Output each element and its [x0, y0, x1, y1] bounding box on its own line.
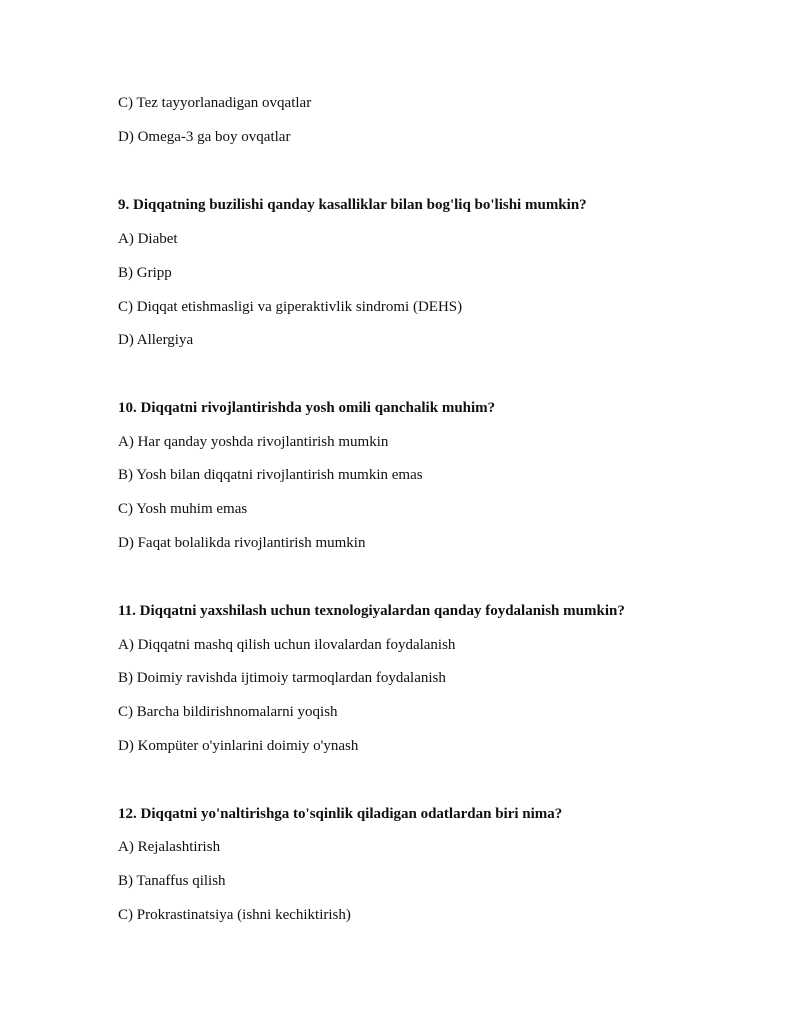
- question-12-option-c: C) Prokrastinatsiya (ishni kechiktirish): [118, 907, 351, 923]
- question-9-option-c: C) Diqqat etishmasligi va giperaktivlik sindromi (DEHS): [118, 299, 463, 315]
- question-10-option-d: D) Faqat bolalikda rivojlantirish mumkin: [118, 535, 366, 551]
- question-11-option-a: A) Diqqatni mashq qilish uchun ilovalardan foydalanish: [118, 637, 456, 653]
- question-12-option-a: A) Rejalashtirish: [118, 839, 221, 855]
- question-9-option-a: A) Diabet: [118, 231, 178, 247]
- question-9-option-d: D) Allergiya: [118, 332, 194, 348]
- question-10-title: 10. Diqqatni rivojlantirishda yosh omili qanchalik muhim?: [118, 400, 496, 416]
- option-d-prev: D) Omega-3 ga boy ovqatlar: [118, 129, 291, 145]
- question-11-option-d: D) Kompüter o'yinlarini doimiy o'ynash: [118, 738, 359, 754]
- question-10-option-b: B) Yosh bilan diqqatni rivojlantirish mumkin emas: [118, 467, 423, 483]
- question-10-option-c: C) Yosh muhim emas: [118, 501, 248, 517]
- question-10-option-a: A) Har qanday yoshda rivojlantirish mumkin: [118, 434, 389, 450]
- question-12-option-b: B) Tanaffus qilish: [118, 873, 226, 889]
- question-11-title: 11. Diqqatni yaxshilash uchun texnologiyalardan qanday foydalanish mumkin?: [118, 603, 625, 619]
- question-12-title: 12. Diqqatni yo'naltirishga to'sqinlik qiladigan odatlardan biri nima?: [118, 806, 563, 822]
- question-9-title: 9. Diqqatning buzilishi qanday kasalliklar bilan bog'liq bo'lishi mumkin?: [118, 197, 587, 213]
- question-11-option-c: C) Barcha bildirishnomalarni yoqish: [118, 704, 338, 720]
- question-9-option-b: B) Gripp: [118, 265, 172, 281]
- option-c-prev: C) Tez tayyorlanadigan ovqatlar: [118, 95, 312, 111]
- question-11-option-b: B) Doimiy ravishda ijtimoiy tarmoqlardan foydalanish: [118, 670, 446, 686]
